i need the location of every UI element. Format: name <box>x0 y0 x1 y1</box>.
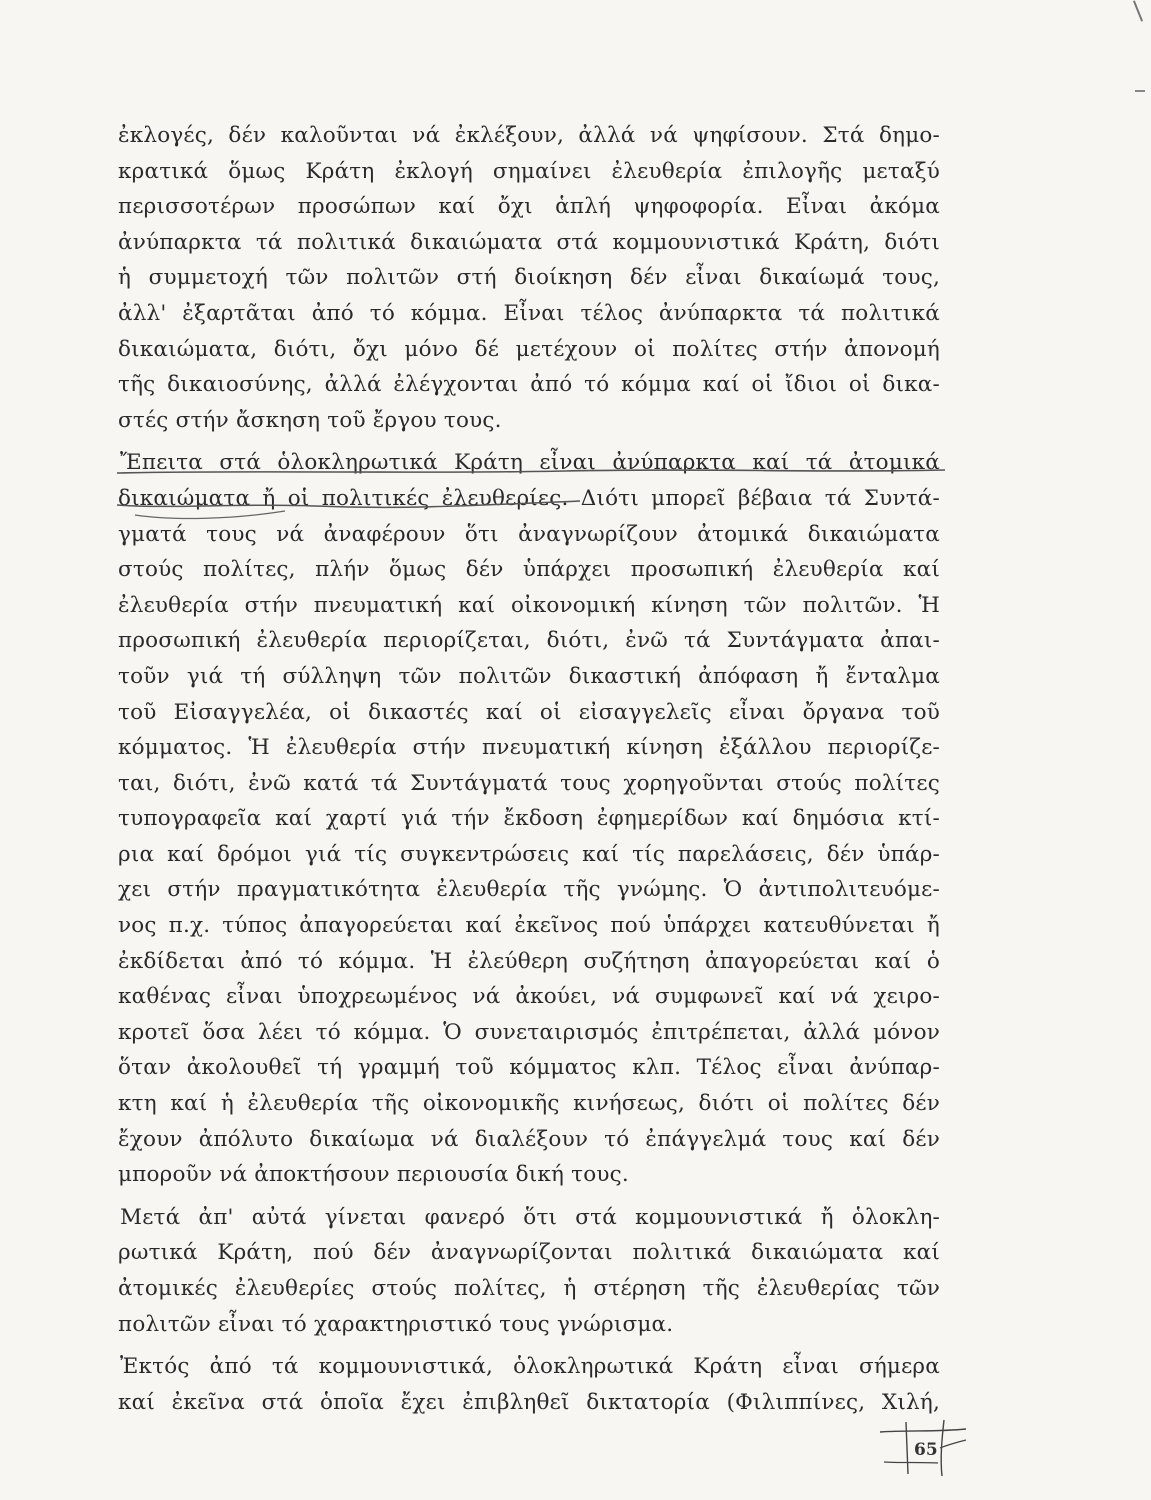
text-line: ἀνύπαρκτα τά πολιτικά δικαιώματα στά κομμουνιστικά Κράτη, διότι <box>118 229 940 255</box>
text-line: πολιτῶν εἶναι τό χαρακτηριστικό τους γνώρισμα. <box>118 1311 674 1337</box>
text-line: ἐκλογές, δέν καλοῦνται νά ἐκλέξουν, ἀλλά νά ψηφίσουν. Στά δημο- <box>118 123 940 148</box>
text-line: Ἐκτός ἀπό τά κομμουνιστικά, ὁλοκληρωτικά Κράτη εἶναι σήμερα <box>120 1354 940 1380</box>
text-line: γματά τους νά ἀναφέρουν ὅτι ἀναγνωρίζουν ἀτομικά δικαιώματα <box>118 521 940 547</box>
text-line: τυπογραφεῖα καί χαρτί γιά τήν ἔκδοση ἐφημερίδων καί δημόσια κτί- <box>118 806 940 832</box>
text-line: ἐλευθερία στήν πνευματική καί οἰκονομική κίνηση τῶν πολιτῶν. Ἡ <box>118 592 940 618</box>
text-line: προσωπική ἐλευθερία περιορίζεται, διότι, ἐνῶ τά Συντάγματα ἀπαι- <box>118 628 940 654</box>
page-number: 65 <box>914 1440 938 1460</box>
text-line: στές στήν ἄσκηση τοῦ ἔργου τους. <box>118 407 502 433</box>
text-line: καθένας εἶναι ὑποχρεωμένος νά ἀκούει, νά συμφωνεῖ καί νά χειρο- <box>118 984 940 1010</box>
text-line: κροτεῖ ὅσα λέει τό κόμμα. Ὁ συνεταιρισμός ἐπιτρέπεται, ἀλλά μόνον <box>118 1019 940 1045</box>
text-line: ὅταν ἀκολουθεῖ τή γραμμή τοῦ κόμματος κλπ. Τέλος εἶναι ἀνύπαρ- <box>118 1055 940 1081</box>
paragraph-gap <box>118 1342 940 1349</box>
text-line: νος π.χ. τύπος ἀπαγορεύεται καί ἐκεῖνος πού ὑπάρχει κατευθύνεται ἤ <box>118 913 940 939</box>
text-line: ρια καί δρόμοι γιά τίς συγκεντρώσεις καί τίς παρελάσεις, δέν ὑπάρ- <box>118 841 940 867</box>
page-number-annotation <box>878 1418 968 1478</box>
text-line: ἐκδίδεται ἀπό τό κόμμα. Ἡ ἐλεύθερη συζήτηση ἀπαγορεύεται καί ὁ <box>118 948 940 974</box>
text-line: τοῦ Εἰσαγγελέα, οἱ δικαστές καί οἱ εἰσαγγελεῖς εἶναι ὄργανα τοῦ <box>118 699 940 725</box>
text-line: περισσοτέρων προσώπων καί ὄχι ἁπλή ψηφοφορία. Εἶναι ἀκόμα <box>118 194 940 220</box>
text-line: τῆς δικαιοσύνης, ἀλλά ἐλέγχονται ἀπό τό κόμμα καί οἱ ἴδιοι οἱ δικα- <box>118 372 940 398</box>
text-line: χει στήν πραγματικότητα ἐλευθερία τῆς γνώμης. Ὁ ἀντιπολιτευόμε- <box>118 877 940 903</box>
text-line: κρατικά ὅμως Κράτη ἐκλογή σημαίνει ἐλευθερία ἐπιλογῆς μεταξύ <box>118 158 940 184</box>
text-line: μποροῦν νά ἀποκτήσουν περιουσία δική τους. <box>118 1162 629 1188</box>
scan-mark <box>1133 0 1143 21</box>
text-line: τοῦν γιά τή σύλληψη τῶν πολιτῶν δικαστική ἀπόφαση ἤ ἔνταλμα <box>118 663 940 689</box>
paragraph-gap <box>118 438 940 445</box>
paragraph-gap <box>118 1193 940 1200</box>
text-line: ρωτικά Κράτη, πού δέν ἀναγνωρίζονται πολιτικά δικαιώματα καί <box>118 1240 940 1266</box>
text-line: Ἔπειτα στά ὁλοκληρωτικά Κράτη εἶναι ἀνύπαρκτα καί τά ἀτομικά <box>120 450 940 476</box>
text-line: κόμματος. Ἡ ἐλευθερία στήν πνευματική κίνηση ἐξάλλου περιορίζε- <box>118 735 940 761</box>
text-line: στούς πολίτες, πλήν ὅμως δέν ὑπάρχει προσωπική ἐλευθερία καί <box>118 557 940 583</box>
text-line: ἀτομικές ἐλευθερίες στούς πολίτες, ἡ στέρηση τῆς ἐλευθερίας τῶν <box>118 1276 940 1301</box>
text-line: δικαιώματα, διότι, ὄχι μόνο δέ μετέχουν οἱ πολίτες στήν ἀπονομή <box>118 336 940 362</box>
text-line: δικαιώματα ἤ οἱ πολιτικές ἐλευθερίες. Διότι μπορεῖ βέβαια τά Συντά- <box>118 485 940 511</box>
text-line: ἡ συμμετοχή τῶν πολιτῶν στή διοίκηση δέν εἶναι δικαίωμά τους, <box>118 265 940 291</box>
body-text <box>118 118 940 1420</box>
text-line: ται, διότι, ἐνῶ κατά τά Συντάγματά τους χορηγοῦνται στούς πολίτες <box>118 770 940 796</box>
text-line: καί ἐκεῖνα στά ὁποῖα ἔχει ἐπιβληθεῖ δικτατορία (Φιλιππίνες, Χιλή, <box>118 1389 940 1415</box>
text-line: ἔχουν ἀπόλυτο δικαίωμα νά διαλέξουν τό ἐπάγγελμά τους καί δέν <box>118 1126 940 1152</box>
text-line: κτη καί ἡ ἐλευθερία τῆς οἰκονομικῆς κινήσεως, διότι οἱ πολίτες δέν <box>118 1091 940 1117</box>
scan-mark <box>1135 90 1145 92</box>
text-line: Μετά ἀπ' αὐτά γίνεται φανερό ὅτι στά κομμουνιστικά ἤ ὁλοκλη- <box>120 1204 940 1230</box>
text-line: ἀλλ' ἐξαρτᾶται ἀπό τό κόμμα. Εἶναι τέλος ἀνύπαρκτα τά πολιτικά <box>118 300 940 326</box>
